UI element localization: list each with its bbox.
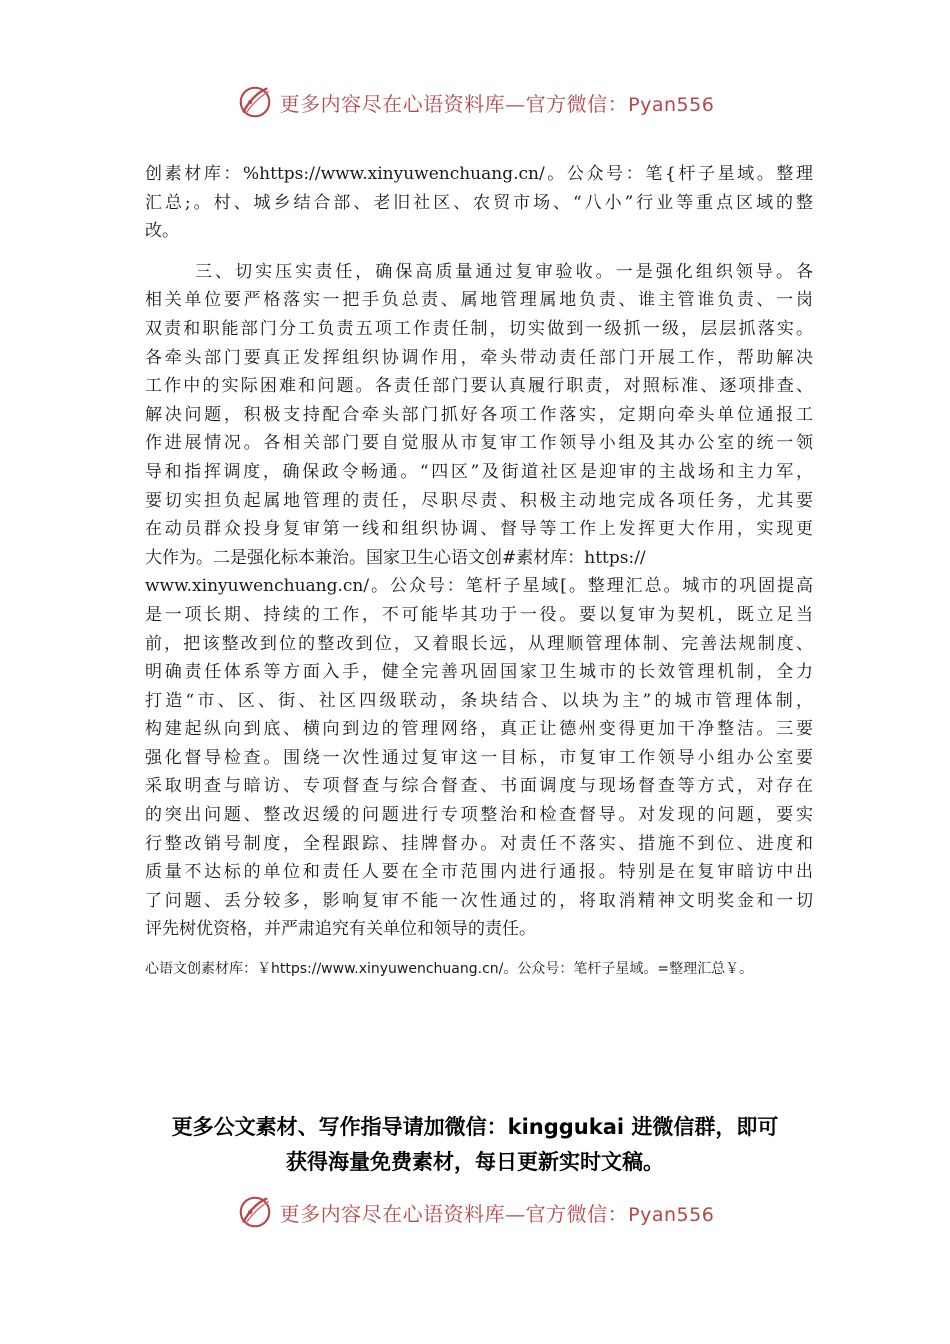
text-line: 强化督导检查。围绕一次性通过复审这一目标，市复审工作领导小组办公室要 [145, 747, 813, 768]
text-line: 前，把该整改到位的整改到位，又着眼长远，从理顺管理体制、完善法规制度、 [145, 633, 813, 654]
banner-text: 更多内容尽在心语资料库—官方微信：Pyan556 [279, 91, 715, 116]
text-line: 汇总;。村、城乡结合部、老旧社区、农贸市场、“八小”行业等重点区域的整 [145, 192, 813, 213]
promo-line: 更多公文素材、写作指导请加微信：kinggukai 进微信群，即可 [171, 1115, 779, 1139]
text-line: 解决问题，积极支持配合牵头部门抓好各项工作落实，定期向牵头单位通报工 [145, 404, 813, 425]
text-line: 要切实担负起属地管理的责任，尽职尽责、积极主动地完成各项任务，尤其要 [145, 490, 813, 511]
text-line: 打造“市、区、街、社区四级联动，条块结合、以块为主”的城市管理体制， [145, 690, 813, 711]
text-line: 导和指挥调度，确保政令畅通。“四区”及街道社区是迎审的主战场和主力军， [145, 461, 813, 482]
text-line: 的突出问题、整改迟缓的问题进行专项整治和检查督导。对发现的问题，要实 [145, 805, 813, 826]
text-line: 构建起纵向到底、横向到边的管理网络，真正让德州变得更加干净整洁。三要 [145, 719, 813, 740]
promo-line: 获得海量免费素材，每日更新实时文稿。 [286, 1150, 664, 1174]
logo-icon [236, 1193, 274, 1231]
text-line: 各牵头部门要真正发挥组织协调作用，牵头带动责任部门开展工作，帮助解决 [145, 347, 813, 368]
promo-text [0, 1110, 950, 1180]
text-line: 明确责任体系等方面入手，健全完善巩固国家卫生城市的长效管理机制，全力 [145, 662, 813, 683]
text-line: 评先树优资格，并严肃追究有关单位和领导的责任。 [145, 919, 536, 940]
text-line: 工作中的实际困难和问题。各责任部门要认真履行职责，对照标准、逐项排查、 [145, 376, 813, 397]
text-line: 采取明查与暗访、专项督查与综合督查、书面调度与现场督查等方式，对存在 [145, 776, 813, 797]
text-line: 相关单位要严格落实一把手负总责、属地管理属地负责、谁主管谁负责、一岗 [145, 290, 813, 311]
text-line: 改。 [145, 221, 179, 242]
text-line: 大作为。二是强化标本兼治。国家卫生心语文创#素材库：https:// [145, 547, 646, 568]
banner-text: 更多内容尽在心语资料库—官方微信：Pyan556 [279, 1201, 715, 1226]
text-line: 作进展情况。各相关部门要自觉服从市复审工作领导小组及其办公室的统一领 [145, 433, 813, 454]
text-line: 在动员群众投身复审第一线和组织协调、督导等工作上发挥更大作用，实现更 [145, 519, 813, 540]
document-body [145, 160, 813, 944]
text-line: 双责和职能部门分工负责五项工作责任制，切实做到一级抓一级，层层抓落实。 [145, 318, 813, 339]
footer-note: 心语文创素材库：￥https://www.xinyuwenchuang.cn/。公众号：笔杆子星域。=整理汇总￥。 [145, 961, 754, 977]
text-line: 创素材库：%https://www.xinyuwenchuang.cn/。公众号：笔{杆子星域。整理 [145, 164, 813, 184]
bottom-banner [0, 1190, 950, 1234]
text-line: 三、切实压实责任，确保高质量通过复审验收。一是强化组织领导。各 [195, 261, 813, 282]
text-line: www.xinyuwenchuang.cn/。公众号：笔杆子星域[。整理汇总。城市的巩固提高 [145, 576, 813, 597]
text-line: 行整改销号制度，全程跟踪、挂牌督办。对责任不落实、措施不到位、进度和 [145, 833, 813, 854]
text-line: 质量不达标的单位和责任人要在全市范围内进行通报。特别是在复审暗访中出 [145, 862, 813, 883]
top-banner [0, 80, 950, 124]
text-line: 是一项长期、持续的工作，不可能毕其功于一役。要以复审为契机，既立足当 [145, 604, 813, 625]
text-line: 了问题、丢分较多，影响复审不能一次性通过的，将取消精神文明奖金和一切 [145, 890, 813, 911]
logo-icon [236, 83, 274, 121]
